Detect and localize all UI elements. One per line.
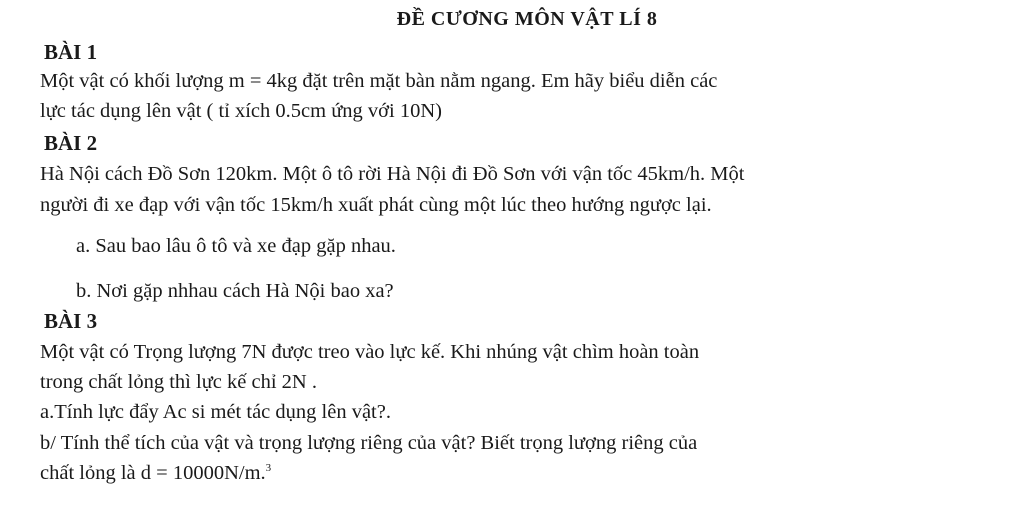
exercise-3-heading: BÀI 3 xyxy=(44,309,98,333)
exercise-2-line-2: người đi xe đạp với vận tốc 15km/h xuất phát cùng một lúc theo hướng ngược lại. xyxy=(40,194,712,216)
exercise-1-heading: BÀI 1 xyxy=(44,40,98,64)
unit-exponent: 3 xyxy=(265,462,272,475)
exercise-2-heading: BÀI 2 xyxy=(44,131,98,155)
exercise-3-line-2: trong chất lỏng thì lực kế chỉ 2N . xyxy=(40,371,317,393)
exercise-3-line-4: b/ Tính thể tích của vật và trọng lượng riêng của vật? Biết trọng lượng riêng của xyxy=(40,432,698,454)
exercise-3-line-5-text: chất lỏng là d = 10000N/m. xyxy=(40,462,266,484)
exercise-1-line-1: Một vật có khối lượng m = 4kg đặt trên mặt bàn nằm ngang. Em hãy biểu diễn các xyxy=(40,70,718,92)
exercise-3-line-3: a.Tính lực đẩy Ac si mét tác dụng lên vật?. xyxy=(40,401,391,423)
exercise-2-item-b: b. Nơi gặp nhhau cách Hà Nội bao xa? xyxy=(76,280,394,302)
exercise-3-line-1: Một vật có Trọng lượng 7N được treo vào lực kế. Khi nhúng vật chìm hoàn toàn xyxy=(40,341,700,363)
exercise-3-line-5 xyxy=(40,462,271,485)
exercise-2-item-a: a. Sau bao lâu ô tô và xe đạp gặp nhau. xyxy=(76,235,396,257)
document-title: ĐỀ CƯƠNG MÔN VẬT LÍ 8 xyxy=(396,8,658,30)
exercise-1-line-2: lực tác dụng lên vật ( tỉ xích 0.5cm ứng với 10N) xyxy=(40,100,442,122)
exercise-2-line-1: Hà Nội cách Đồ Sơn 120km. Một ô tô rời Hà Nội đi Đồ Sơn với vận tốc 45km/h. Một xyxy=(40,163,745,185)
